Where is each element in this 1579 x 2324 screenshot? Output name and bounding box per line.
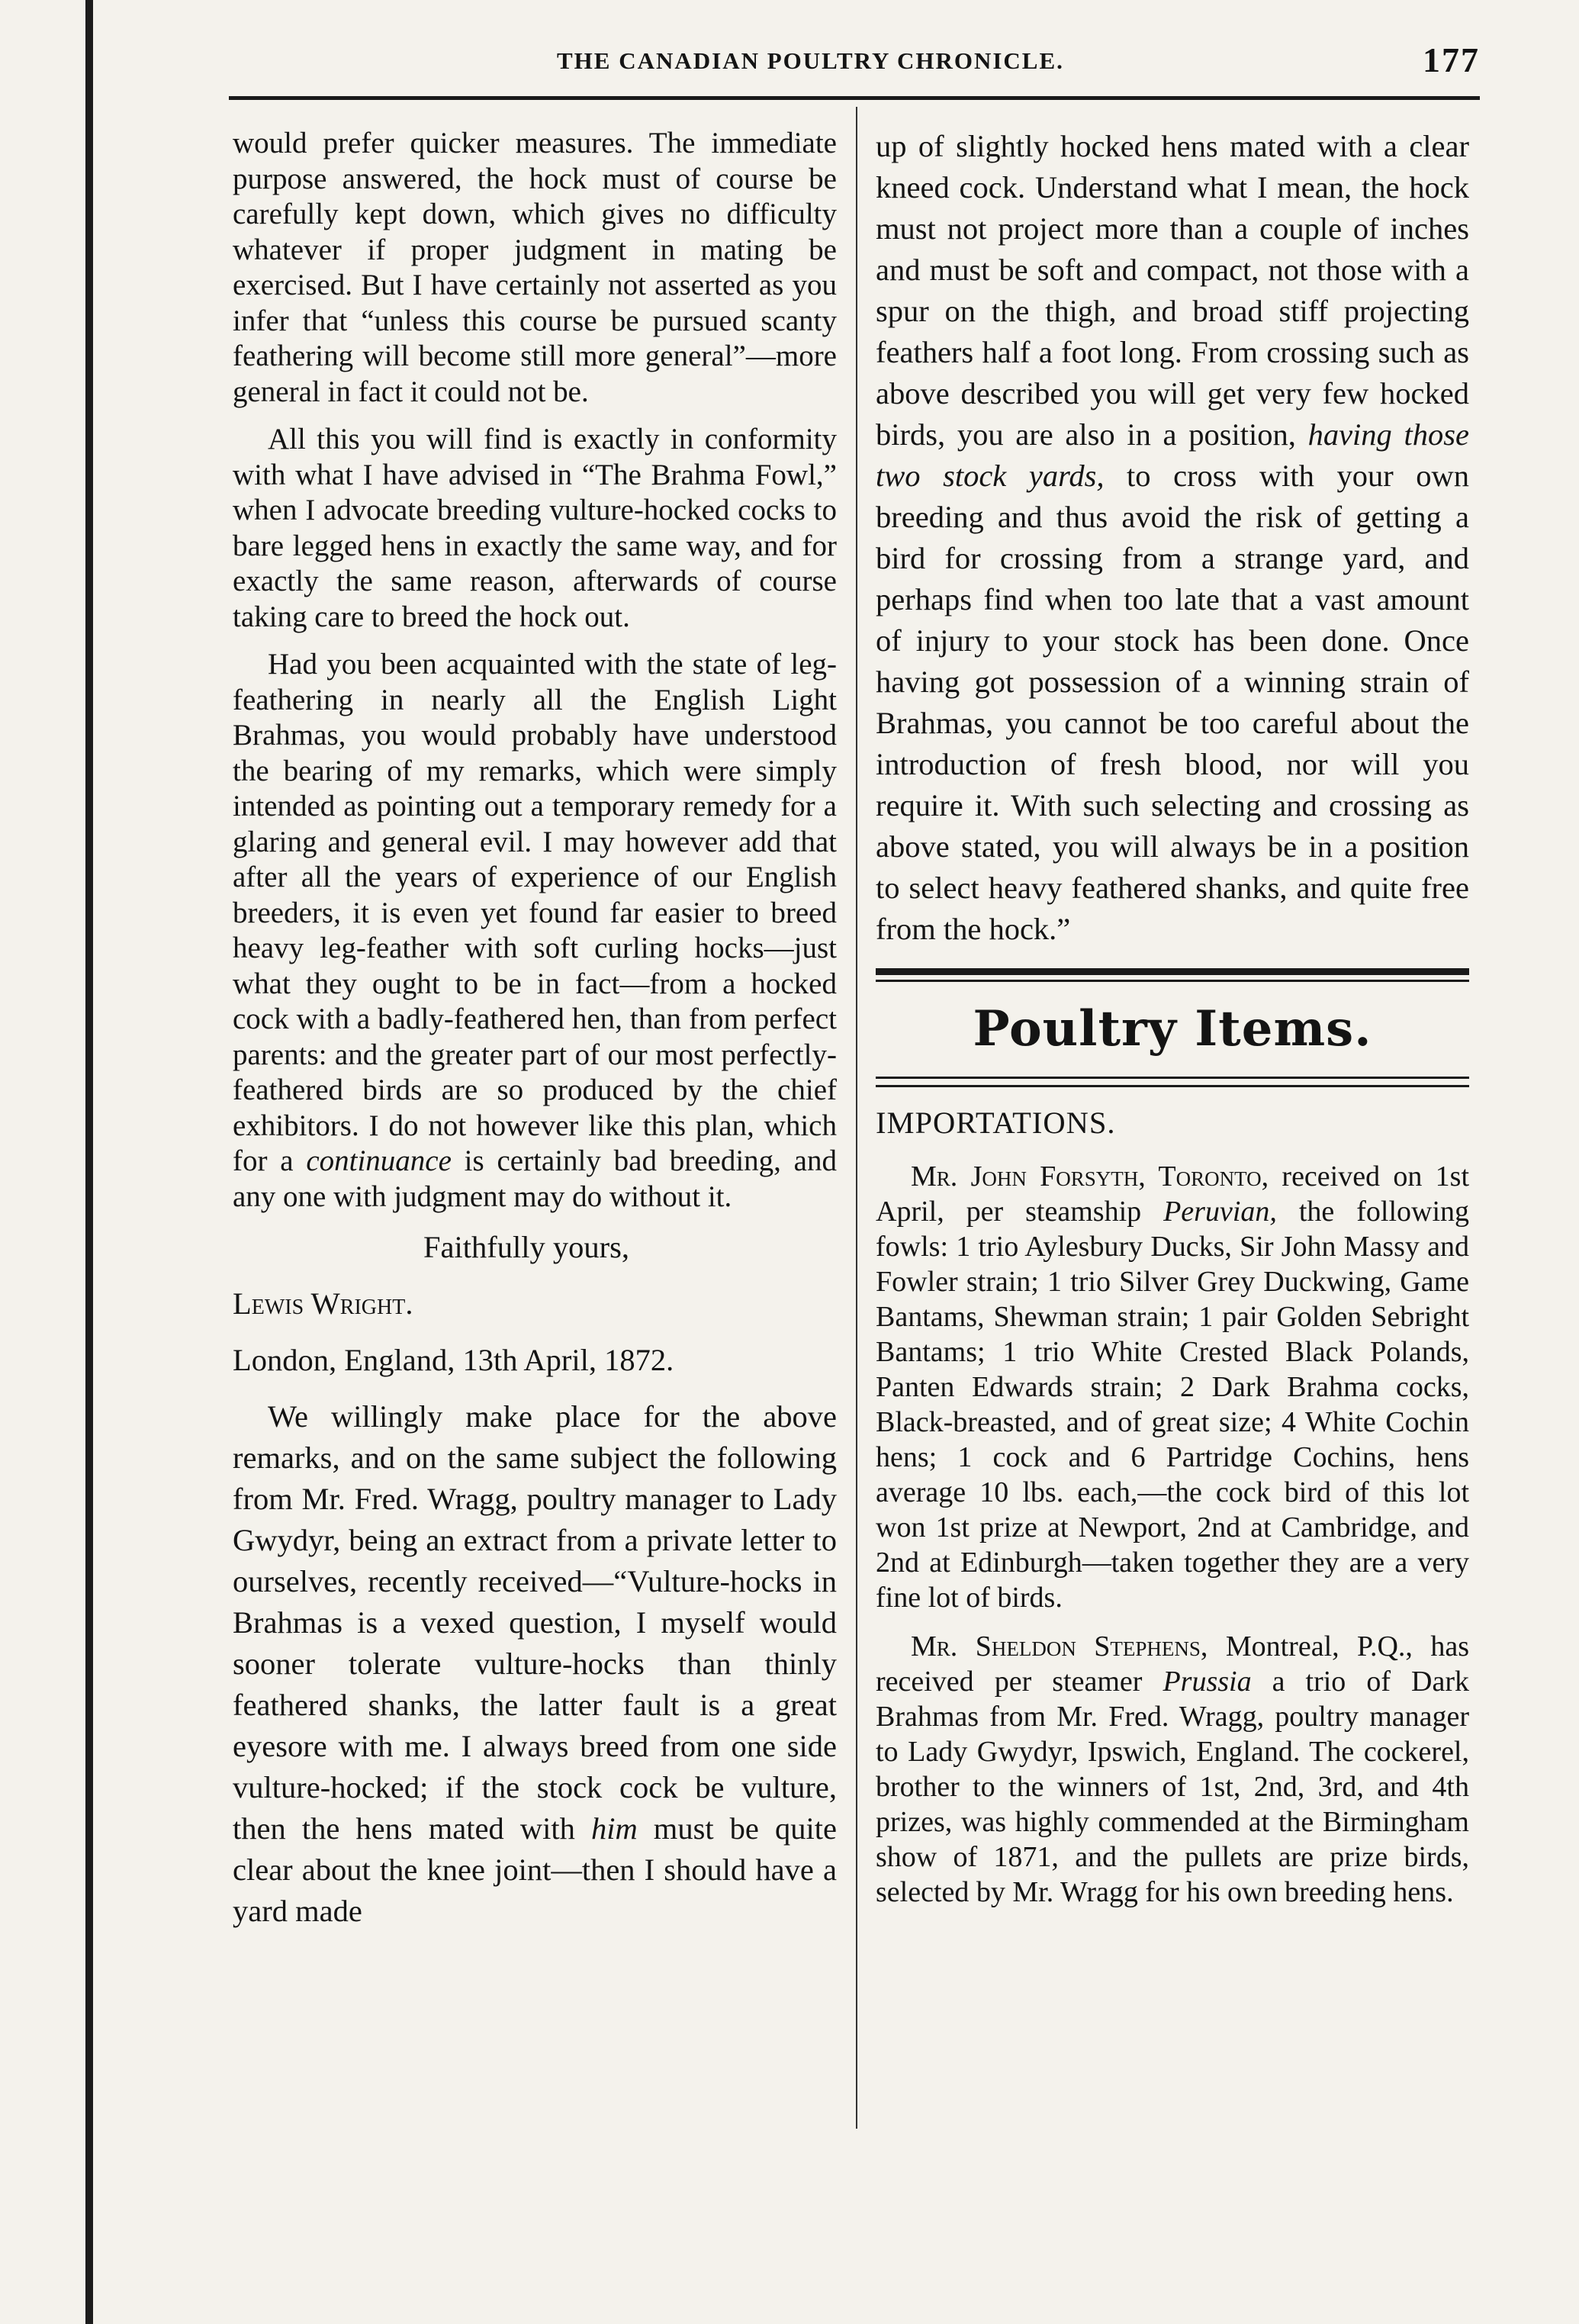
emphasis: him bbox=[590, 1811, 638, 1846]
item-name: Mr. John Forsyth, Toronto, bbox=[911, 1160, 1269, 1193]
section-rule-thin bbox=[876, 980, 1469, 982]
text-run: is certainly bad breeding, and any one with judgment may do without it. bbox=[233, 1144, 837, 1213]
letter-place-date: London, England, 13th April, 1872. bbox=[233, 1343, 674, 1377]
news-item bbox=[876, 1159, 1469, 1615]
editorial-paragraph bbox=[233, 1396, 837, 1932]
letter-paragraph: All this you will find is exactly in conformity with what I have advised in “The Brahma Fowl,” when I advocate breeding vulture-hocked cocks to bare legged hens in exactly the same way, and for exactly the same reason, afterwards of course taking care to breed the hock out. bbox=[233, 423, 837, 633]
text-run: We willingly make place for the above remarks, and on the same subject the following from Mr. Fred. Wragg, poultry manager to Lady Gwydyr, being an extract from a private letter to ourselves, recently received—“Vulture-hocks in Brahmas is a vexed question, I myself would sooner tolerate vulture-hocks than thinly feathered shanks, the latter fault is a great eyesore with me. I always breed from one side vulture-hocked; if the stock cock be vulture, then the hens mated with bbox=[233, 1399, 837, 1846]
text-run: up of slightly hocked hens mated with a clear kneed cock. Understand what I mean, the hock must not project more than a couple of inches and must be soft and compact, not those with a spur on the thigh, and broad stiff projecting feathers half a foot long. From crossing such as above described you will get very few hocked birds, you are also in a position, bbox=[876, 129, 1469, 452]
text-run: a trio of Dark Brahmas from Mr. Fred. Wragg, poultry manager to Lady Gwydyr, Ipswich, England. The cockerel, brother to the winners of 1st, 2nd, 3rd, and 4th prizes, was highly commended at the Birmingham show of 1871, and the pullets are prize birds, selected by Mr. Wragg for his own breeding hens. bbox=[876, 1666, 1469, 1908]
right-column bbox=[876, 126, 1469, 1923]
section-title: Poultry Items. bbox=[973, 1000, 1372, 1057]
running-title: THE CANADIAN POULTRY CHRONICLE. bbox=[557, 47, 1064, 74]
item-name: Mr. Sheldon Stephens, bbox=[911, 1630, 1208, 1663]
subheading: IMPORTATIONS. bbox=[876, 1106, 1116, 1140]
section-rule-thin bbox=[876, 1085, 1469, 1087]
text-run: Montreal, P.Q., has received per steamer bbox=[876, 1630, 1469, 1698]
left-column bbox=[233, 126, 837, 1947]
text-run: received on 1st April, per steamship bbox=[876, 1160, 1469, 1228]
letter-paragraph bbox=[233, 647, 837, 1215]
section-rule bbox=[876, 968, 1469, 975]
letter-continuation bbox=[876, 126, 1469, 950]
binding-edge bbox=[85, 0, 93, 2324]
text-run: Had you been acquainted with the state of leg-feathering in nearly all the English Light Brahmas, you would probably have understood the bearing of my remarks, which were simply intended as pointing out a temporary remedy for a glaring and general evil. I may however add that after all the years of experience of our English breeders, it is even yet found far easier to breed heavy leg-feather with soft curling hocks—just what they ought to be in fact—from a hocked cock with a badly-feathered hen, than from perfect parents: and the greater part of our most perfectly-feathered birds are so produced by the chief exhibitors. I do not however like this plan, which for a bbox=[233, 648, 837, 1177]
emphasis: continuance bbox=[306, 1144, 452, 1177]
news-item bbox=[876, 1629, 1469, 1910]
header-rule bbox=[229, 96, 1480, 100]
letter-paragraph: would prefer quicker measures. The immediate purpose answered, the hock must of course be carefully kept down, which gives no difficulty whatever if proper judgment in mating be exercised. But I have certainly not asserted as you infer that “unless this course be pursued scanty feathering will become still more general”—more general in fact it could not be. bbox=[233, 127, 837, 408]
section-rule-thin bbox=[876, 1077, 1469, 1079]
text-run: the following fowls: 1 trio Aylesbury Ducks, Sir John Massy and Fowler strain; 1 trio Silver Grey Duckwing, Game Bantams, Shewman strain; 1 pair Golden Sebright Bantams; 1 trio White Crested Black Polands, Panten Edwards strain; 2 Dark Brahma cocks, Black-breasted, and of great size; 4 White Cochin hens; 1 cock and 6 Partridge Cochins, hens average 10 lbs. each,—the cock bird of this lot won 1st prize at Newport, 2nd at Cambridge, and 2nd at Edinburgh—taken together they are a very fine lot of birds. bbox=[876, 1196, 1469, 1614]
text-run: must be quite clear about the knee joint—then I should have a yard made bbox=[233, 1811, 837, 1928]
letter-signature: Lewis Wright. bbox=[233, 1286, 413, 1321]
emphasis: having those two stock yards, bbox=[876, 417, 1469, 493]
column-divider bbox=[856, 107, 857, 2129]
page-number: 177 bbox=[1423, 40, 1480, 79]
emphasis: Prussia bbox=[1163, 1666, 1252, 1698]
text-run: to cross with your own breeding and thus avoid the risk of getting a bird for crossing from a strange yard, and perhaps find when too late that a vast amount of injury to your stock has been done. Once having got possession of a winning strain of Brahmas, you cannot be too careful about the introduction of fresh blood, nor will you require it. With such selecting and crossing as above stated, you will always be in a position to select heavy feathered shanks, and quite free from the hock.” bbox=[876, 459, 1469, 946]
emphasis: Peruvian, bbox=[1163, 1196, 1277, 1228]
letter-closing: Faithfully yours, bbox=[423, 1230, 629, 1264]
running-head bbox=[229, 31, 1480, 84]
